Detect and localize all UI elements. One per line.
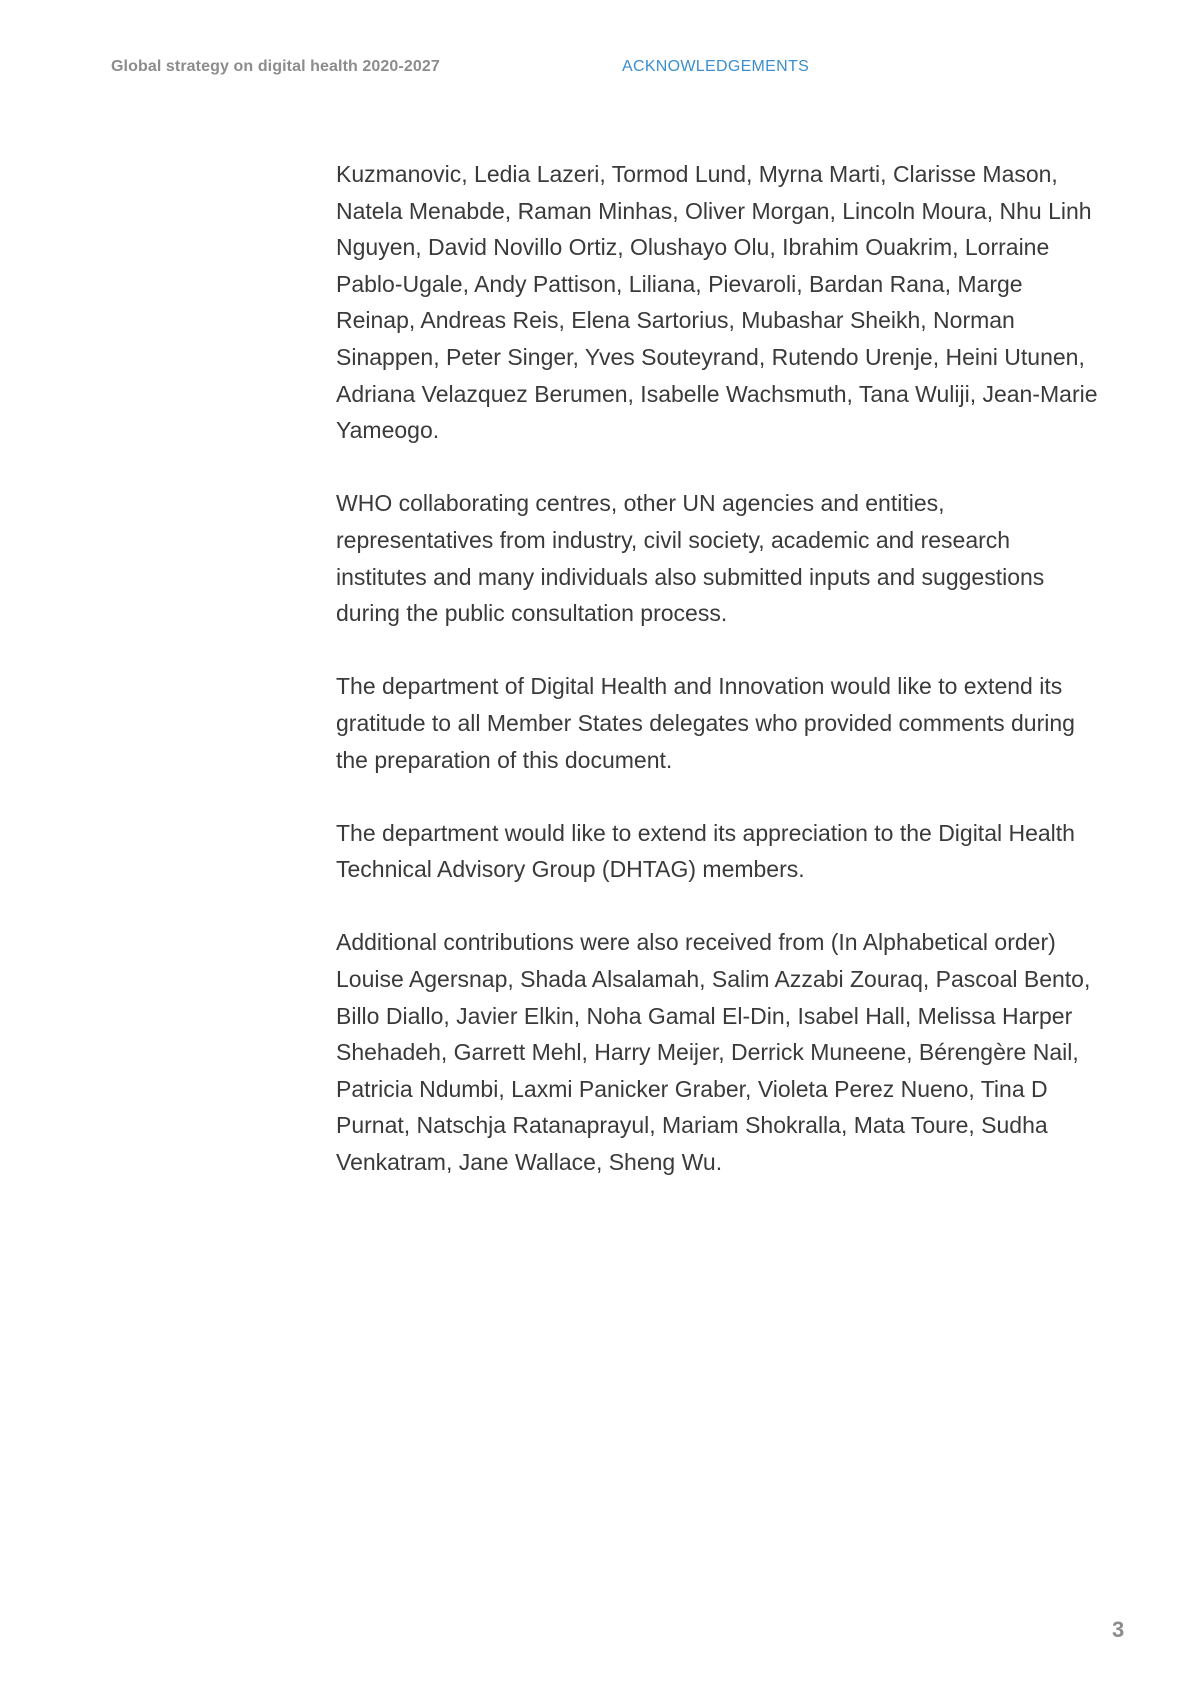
document-title: Global strategy on digital health 2020-2027 [111,58,440,75]
paragraph-dhtag: The department would like to extend its appreciation to the Digital Health Technical Advisory Group (DHTAG) members. [336,819,1075,883]
paragraph-additional-contributions: Additional contributions were also received from (In Alphabetical order) Louise Agersnap, Shada Alsalamah, Salim Azzabi Zouraq, Pascoal Bento, Billo Diallo, Javier Elkin, Noha Gamal El-Din, Isabel Hall, Melissa Harper Shehadeh, Garrett Mehl, Harry Meijer, Derrick Muneene, Bérengère Nail, Patricia Ndumbi, Laxmi Panicker Graber, Violeta Perez Nueno, Tina D Purnat, Natschja Ratanaprayul, Mariam Shokralla, Mata Toure, Sudha Venkatram, Jane Wallace, Sheng Wu. [336,929,1091,1176]
acknowledgements-body [336,156,1106,1217]
paragraph-member-states: The department of Digital Health and Innovation would like to extend its gratitude to all Member States delegates who provided comments during the preparation of this document. [336,673,1075,773]
paragraph-staff-names: Kuzmanovic, Ledia Lazeri, Tormod Lund, Myrna Marti, Clarisse Mason, Natela Menabde, Raman Minhas, Oliver Morgan, Lincoln Moura, Nhu Linh Nguyen, David Novillo Ortiz, Olushayo Olu, Ibrahim Ouakrim, Lorraine Pablo-Ugale, Andy Pattison, Liliana, Pievaroli, Bardan Rana, Marge Reinap, Andreas Reis, Elena Sartorius, Mubashar Sheikh, Norman Sinappen, Peter Singer, Yves Souteyrand, Rutendo Urenje, Heini Utunen, Adriana Velazquez Berumen, Isabelle Wachsmuth, Tana Wuliji, Jean-Marie Yameogo. [336,161,1098,444]
paragraph-public-consultation: WHO collaborating centres, other UN agencies and entities, representatives from industry, civil society, academic and research institutes and many individuals also submitted inputs and suggestions during the public consultation process. [336,490,1045,627]
section-title: ACKNOWLEDGEMENTS [622,58,810,75]
page-number: 3 [1112,1617,1125,1642]
